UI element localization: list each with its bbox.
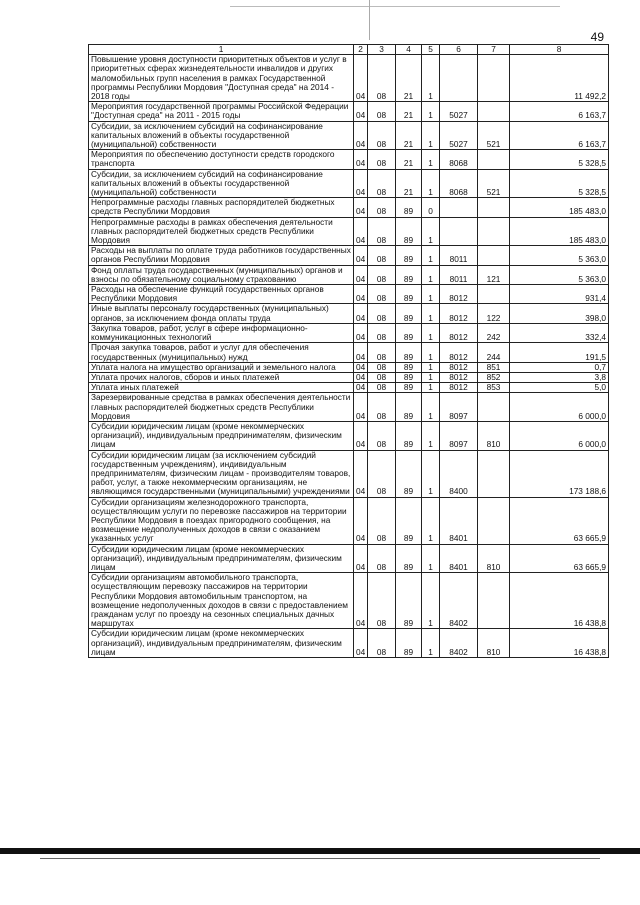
table-row [89,285,609,304]
row-code-c5: 1 [422,573,440,629]
row-description: Уплата прочих налогов, сборов и иных платежей [89,372,354,382]
row-code-c5: 1 [422,55,440,102]
row-code-c7: 852 [478,372,510,382]
table-row [89,304,609,323]
row-description: Субсидии юридическим лицам (за исключением субсидий государственным учреждениям), индивидуальным предпринимателям, физическим лицам - производителям товаров, работ, услуг, а также некоммерческим организациям, не являющимся государственными (муниципальными) учреждениями [89,450,354,497]
row-code-c4: 89 [396,304,422,323]
row-code-c5: 1 [422,421,440,450]
row-code-c6: 8011 [440,265,478,284]
row-code-c7 [478,198,510,217]
row-code-c3: 08 [368,544,396,573]
row-code-c2: 04 [354,497,368,544]
row-code-c6: 8401 [440,544,478,573]
scan-binding-line [369,0,370,40]
scan-bottom-band [0,848,640,854]
row-code-c4: 89 [396,343,422,362]
row-code-c7 [478,497,510,544]
row-code-c3: 08 [368,393,396,422]
row-code-c4: 89 [396,372,422,382]
row-code-c5: 0 [422,198,440,217]
row-code-c2: 04 [354,198,368,217]
table-row [89,246,609,265]
row-code-c3: 08 [368,383,396,393]
row-code-c7 [478,102,510,121]
row-description: Мероприятия государственной программы Российской Федерации "Доступная среда" на 2011 - 2015 годы [89,102,354,121]
row-code-c4: 89 [396,285,422,304]
row-code-c2: 04 [354,629,368,658]
row-code-c6: 8401 [440,497,478,544]
table-row [89,372,609,382]
row-amount: 6 000,0 [510,421,609,450]
row-description: Расходы на обеспечение функций государственных органов Республики Мордовия [89,285,354,304]
row-code-c5: 1 [422,450,440,497]
row-amount: 6 163,7 [510,102,609,121]
row-code-c6: 8097 [440,393,478,422]
row-code-c3: 08 [368,169,396,198]
row-code-c5: 1 [422,323,440,342]
row-description: Зарезервированные средства в рамках обеспечения деятельности главных распорядителей бюджетных средств Республики Мордовия [89,393,354,422]
row-code-c3: 08 [368,304,396,323]
row-code-c2: 04 [354,121,368,150]
table-row [89,343,609,362]
row-code-c6: 8012 [440,372,478,382]
row-code-c3: 08 [368,150,396,169]
row-code-c2: 04 [354,362,368,372]
row-code-c4: 89 [396,198,422,217]
row-description: Фонд оплаты труда государственных (муниципальных) органов и взносы по обязательному социальному страхованию [89,265,354,284]
table-row [89,544,609,573]
row-description: Субсидии юридическим лицам (кроме некоммерческих организаций), индивидуальным предпринимателям, физическим лицам [89,629,354,658]
row-code-c7: 122 [478,304,510,323]
row-amount: 5 328,5 [510,169,609,198]
row-code-c5: 1 [422,265,440,284]
row-code-c2: 04 [354,246,368,265]
row-description: Субсидии юридическим лицам (кроме некоммерческих организаций), индивидуальным предпринимателям, физическим лицам [89,544,354,573]
row-code-c5: 1 [422,343,440,362]
row-code-c4: 89 [396,450,422,497]
table-row [89,121,609,150]
row-code-c6: 8012 [440,323,478,342]
row-code-c2: 04 [354,450,368,497]
row-code-c7 [478,285,510,304]
row-amount: 5 363,0 [510,265,609,284]
row-code-c4: 21 [396,121,422,150]
row-code-c6: 8012 [440,285,478,304]
row-amount: 3,8 [510,372,609,382]
row-code-c7: 521 [478,169,510,198]
row-code-c7: 242 [478,323,510,342]
row-code-c3: 08 [368,573,396,629]
row-code-c3: 08 [368,450,396,497]
scan-top-line [230,6,560,7]
row-amount: 63 665,9 [510,497,609,544]
row-code-c7 [478,450,510,497]
header-cell: 2 [354,45,368,55]
row-code-c2: 04 [354,383,368,393]
table-row [89,150,609,169]
row-code-c5: 1 [422,150,440,169]
header-cell: 1 [89,45,354,55]
row-amount: 6 000,0 [510,393,609,422]
row-amount: 0,7 [510,362,609,372]
row-code-c5: 1 [422,362,440,372]
row-amount: 185 483,0 [510,217,609,246]
row-code-c7: 244 [478,343,510,362]
row-code-c2: 04 [354,150,368,169]
table-row [89,217,609,246]
row-code-c6: 5027 [440,121,478,150]
row-description: Субсидии организациям железнодорожного транспорта, осуществляющим услуги по перевозке пассажиров на территории Республики Мордовия в поездах пригородного сообщения, на возмещение недополученных доходов в связи с оказанием указанных услуг [89,497,354,544]
row-code-c5: 1 [422,246,440,265]
row-code-c6: 8068 [440,169,478,198]
budget-table [88,44,609,658]
row-code-c3: 08 [368,629,396,658]
row-description: Субсидии юридическим лицам (кроме некоммерческих организаций), индивидуальным предпринимателям, физическим лицам [89,421,354,450]
row-code-c4: 89 [396,421,422,450]
table-row [89,198,609,217]
table-row [89,450,609,497]
row-code-c2: 04 [354,573,368,629]
row-code-c4: 89 [396,217,422,246]
row-code-c3: 08 [368,265,396,284]
row-description: Субсидии, за исключением субсидий на софинансирование капитальных вложений в объекты государственной (муниципальной) собственности [89,169,354,198]
row-description: Субсидии организациям автомобильного транспорта, осуществляющим перевозку пассажиров на территории Республики Мордовия автомобильным транспортом, на возмещение недополученных доходов в связи с предоставлением гражданам услуг по проезду на сезонных специальных дачных маршрутах [89,573,354,629]
row-code-c2: 04 [354,55,368,102]
row-description: Иные выплаты персоналу государственных (муниципальных) органов, за исключением фонда оплаты труда [89,304,354,323]
row-code-c4: 89 [396,246,422,265]
row-amount: 5 328,5 [510,150,609,169]
row-code-c4: 89 [396,497,422,544]
row-description: Непрограммные расходы главных распорядителей бюджетных средств Республики Мордовия [89,198,354,217]
row-code-c3: 08 [368,246,396,265]
row-code-c3: 08 [368,217,396,246]
header-cell: 4 [396,45,422,55]
row-code-c3: 08 [368,343,396,362]
row-code-c7 [478,217,510,246]
row-code-c3: 08 [368,55,396,102]
row-code-c4: 89 [396,323,422,342]
row-code-c4: 89 [396,362,422,372]
row-code-c5: 1 [422,544,440,573]
row-description: Субсидии, за исключением субсидий на софинансирование капитальных вложений в объекты государственной (муниципальной) собственности [89,121,354,150]
row-code-c4: 89 [396,393,422,422]
row-code-c5: 1 [422,169,440,198]
row-code-c7: 810 [478,421,510,450]
row-code-c3: 08 [368,323,396,342]
page-number: 49 [590,30,604,44]
row-description: Расходы на выплаты по оплате труда работников государственных органов Республики Мордовия [89,246,354,265]
row-code-c7: 853 [478,383,510,393]
row-code-c4: 89 [396,544,422,573]
row-code-c7 [478,55,510,102]
row-code-c4: 21 [396,102,422,121]
row-code-c7: 851 [478,362,510,372]
row-code-c5: 1 [422,383,440,393]
row-description: Повышение уровня доступности приоритетных объектов и услуг в приоритетных сферах жизнедеятельности инвалидов и других маломобильных групп населения в рамках Государственной программы Республики Мордовия "Доступная среда" на 2014 - 2018 годы [89,55,354,102]
row-code-c6: 8012 [440,343,478,362]
row-code-c2: 04 [354,217,368,246]
table-row [89,383,609,393]
row-code-c6: 8402 [440,629,478,658]
row-code-c3: 08 [368,362,396,372]
row-code-c2: 04 [354,102,368,121]
row-code-c3: 08 [368,421,396,450]
row-code-c2: 04 [354,265,368,284]
row-code-c5: 1 [422,102,440,121]
row-code-c5: 1 [422,629,440,658]
row-code-c4: 89 [396,265,422,284]
row-code-c6: 8068 [440,150,478,169]
row-code-c7: 521 [478,121,510,150]
row-code-c2: 04 [354,544,368,573]
row-amount: 185 483,0 [510,198,609,217]
header-cell: 6 [440,45,478,55]
row-code-c3: 08 [368,102,396,121]
row-code-c7 [478,246,510,265]
row-code-c7 [478,393,510,422]
row-description: Непрограммные расходы в рамках обеспечения деятельности главных распорядителей бюджетных средств Республики Мордовия [89,217,354,246]
row-code-c3: 08 [368,497,396,544]
row-code-c4: 21 [396,55,422,102]
header-cell: 3 [368,45,396,55]
row-code-c7: 810 [478,629,510,658]
table-row [89,323,609,342]
row-code-c4: 89 [396,573,422,629]
row-code-c7: 121 [478,265,510,284]
row-code-c6 [440,198,478,217]
row-code-c2: 04 [354,343,368,362]
row-code-c2: 04 [354,304,368,323]
row-code-c4: 89 [396,383,422,393]
header-row [89,45,609,55]
header-cell: 8 [510,45,609,55]
row-code-c7 [478,150,510,169]
table-row [89,265,609,284]
row-code-c4: 21 [396,150,422,169]
row-code-c6: 5027 [440,102,478,121]
row-code-c2: 04 [354,421,368,450]
row-code-c2: 04 [354,323,368,342]
table-row [89,102,609,121]
row-code-c5: 1 [422,217,440,246]
row-code-c2: 04 [354,372,368,382]
row-code-c3: 08 [368,285,396,304]
table-row [89,497,609,544]
row-code-c6: 8402 [440,573,478,629]
row-code-c6 [440,55,478,102]
table-row [89,55,609,102]
header-cell: 5 [422,45,440,55]
row-amount: 11 492,2 [510,55,609,102]
row-description: Уплата налога на имущество организаций и земельного налога [89,362,354,372]
row-code-c5: 1 [422,393,440,422]
row-code-c6: 8097 [440,421,478,450]
row-code-c6: 8012 [440,304,478,323]
row-code-c6: 8400 [440,450,478,497]
row-code-c5: 1 [422,285,440,304]
row-description: Прочая закупка товаров, работ и услуг для обеспечения государственных (муниципальных) нужд [89,343,354,362]
row-code-c3: 08 [368,198,396,217]
row-code-c4: 21 [396,169,422,198]
row-code-c2: 04 [354,285,368,304]
row-amount: 191,5 [510,343,609,362]
scan-bottom-line [40,858,600,859]
row-amount: 332,4 [510,323,609,342]
row-description: Мероприятия по обеспечению доступности средств городского транспорта [89,150,354,169]
row-code-c5: 1 [422,497,440,544]
table-row [89,629,609,658]
row-code-c3: 08 [368,121,396,150]
row-code-c6: 8011 [440,246,478,265]
table-row [89,573,609,629]
row-code-c6 [440,217,478,246]
row-amount: 398,0 [510,304,609,323]
row-amount: 16 438,8 [510,573,609,629]
row-code-c5: 1 [422,304,440,323]
row-code-c2: 04 [354,169,368,198]
row-code-c5: 1 [422,121,440,150]
row-amount: 5,0 [510,383,609,393]
table-row [89,421,609,450]
row-amount: 931,4 [510,285,609,304]
row-code-c6: 8012 [440,362,478,372]
table-row [89,362,609,372]
row-code-c5: 1 [422,372,440,382]
row-description: Закупка товаров, работ, услуг в сфере информационно-коммуникационных технологий [89,323,354,342]
row-code-c6: 8012 [440,383,478,393]
row-code-c7: 810 [478,544,510,573]
header-cell: 7 [478,45,510,55]
row-amount: 5 363,0 [510,246,609,265]
row-amount: 63 665,9 [510,544,609,573]
row-code-c3: 08 [368,372,396,382]
row-description: Уплата иных платежей [89,383,354,393]
table-row [89,169,609,198]
row-amount: 6 163,7 [510,121,609,150]
table-row [89,393,609,422]
row-amount: 173 188,6 [510,450,609,497]
row-code-c7 [478,573,510,629]
row-code-c4: 89 [396,629,422,658]
row-amount: 16 438,8 [510,629,609,658]
row-code-c2: 04 [354,393,368,422]
